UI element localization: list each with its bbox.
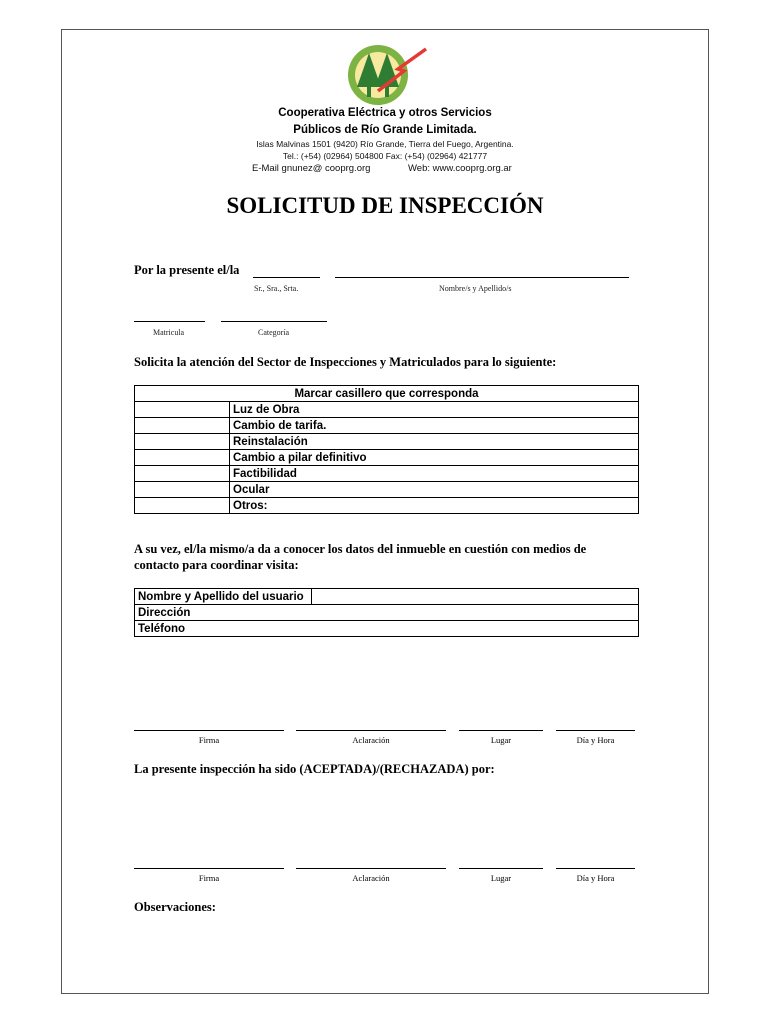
option-checkbox-cell[interactable] [135, 402, 230, 418]
clarification-line[interactable] [296, 730, 446, 731]
option-label: Cambio de tarifa. [230, 418, 639, 434]
intro-label: Por la presente el/la [134, 263, 240, 277]
categoria-field[interactable] [221, 321, 327, 322]
contact-address-label[interactable]: Dirección [135, 605, 639, 621]
option-label: Reinstalación [230, 434, 639, 450]
option-label: Otros: [230, 498, 639, 514]
option-label: Luz de Obra [230, 402, 639, 418]
contact-name-label: Nombre y Apellido del usuario [135, 589, 312, 605]
option-checkbox-cell[interactable] [135, 498, 230, 514]
contact-phone-label[interactable]: Teléfono [135, 621, 639, 637]
clarification-caption: Aclaración [352, 873, 390, 883]
clarification-caption: Aclaración [352, 735, 390, 745]
datetime-line[interactable] [556, 868, 635, 869]
org-name-line2: Públicos de Río Grande Limitada. [293, 124, 477, 136]
option-checkbox-cell[interactable] [135, 434, 230, 450]
option-label: Ocular [230, 482, 639, 498]
observations-label: Observaciones: [134, 900, 216, 914]
salutation-field[interactable] [253, 277, 320, 278]
cooperative-logo [348, 43, 428, 107]
contact-name-field[interactable] [312, 589, 639, 605]
option-checkbox-cell[interactable] [135, 418, 230, 434]
contact-text-line1: A su vez, el/la mismo/a da a conocer los datos del inmueble en cuestión con medios de [134, 542, 587, 556]
place-caption: Lugar [490, 873, 512, 883]
request-label: Solicita la atención del Sector de Inspecciones y Matriculados para lo siguiente: [134, 355, 557, 369]
categoria-caption: Categoría [258, 328, 290, 337]
datetime-caption: Día y Hora [576, 735, 615, 745]
org-phone: Tel.: (+54) (02964) 504800 Fax: (+54) (02964) 421777 [282, 151, 488, 161]
org-name-line1: Cooperativa Eléctrica y otros Servicios [278, 107, 492, 119]
signature-line[interactable] [134, 868, 284, 869]
clarification-line[interactable] [296, 868, 446, 869]
options-table-header: Marcar casillero que corresponda [135, 386, 639, 402]
form-title: SOLICITUD DE INSPECCIÓN [226, 193, 544, 218]
place-line[interactable] [459, 868, 543, 869]
option-checkbox-cell[interactable] [135, 482, 230, 498]
salutation-caption: Sr., Sra., Srta. [254, 284, 299, 293]
contact-table [134, 588, 639, 637]
org-email: E-Mail gnunez@ cooprg.org [252, 163, 371, 174]
option-checkbox-cell[interactable] [135, 450, 230, 466]
option-label: Cambio a pilar definitivo [230, 450, 639, 466]
datetime-line[interactable] [556, 730, 635, 731]
name-field[interactable] [335, 277, 629, 278]
signature-line[interactable] [134, 730, 284, 731]
option-label: Factibilidad [230, 466, 639, 482]
org-address: Islas Malvinas 1501 (9420) Río Grande, Tierra del Fuego, Argentina. [256, 139, 514, 149]
contact-text-line2: contacto para coordinar visita: [134, 558, 299, 572]
matricula-field[interactable] [134, 321, 205, 322]
signature-caption: Firma [198, 873, 220, 883]
options-table [134, 385, 639, 514]
matricula-caption: Matricula [153, 328, 185, 337]
place-line[interactable] [459, 730, 543, 731]
datetime-caption: Día y Hora [576, 873, 615, 883]
result-label: La presente inspección ha sido (ACEPTADA)/(RECHAZADA) por: [134, 762, 495, 776]
option-checkbox-cell[interactable] [135, 466, 230, 482]
place-caption: Lugar [490, 735, 512, 745]
name-caption: Nombre/s y Apellido/s [439, 284, 512, 293]
org-web: Web: www.cooprg.org.ar [408, 163, 512, 174]
form-page [61, 29, 709, 994]
signature-caption: Firma [198, 735, 220, 745]
